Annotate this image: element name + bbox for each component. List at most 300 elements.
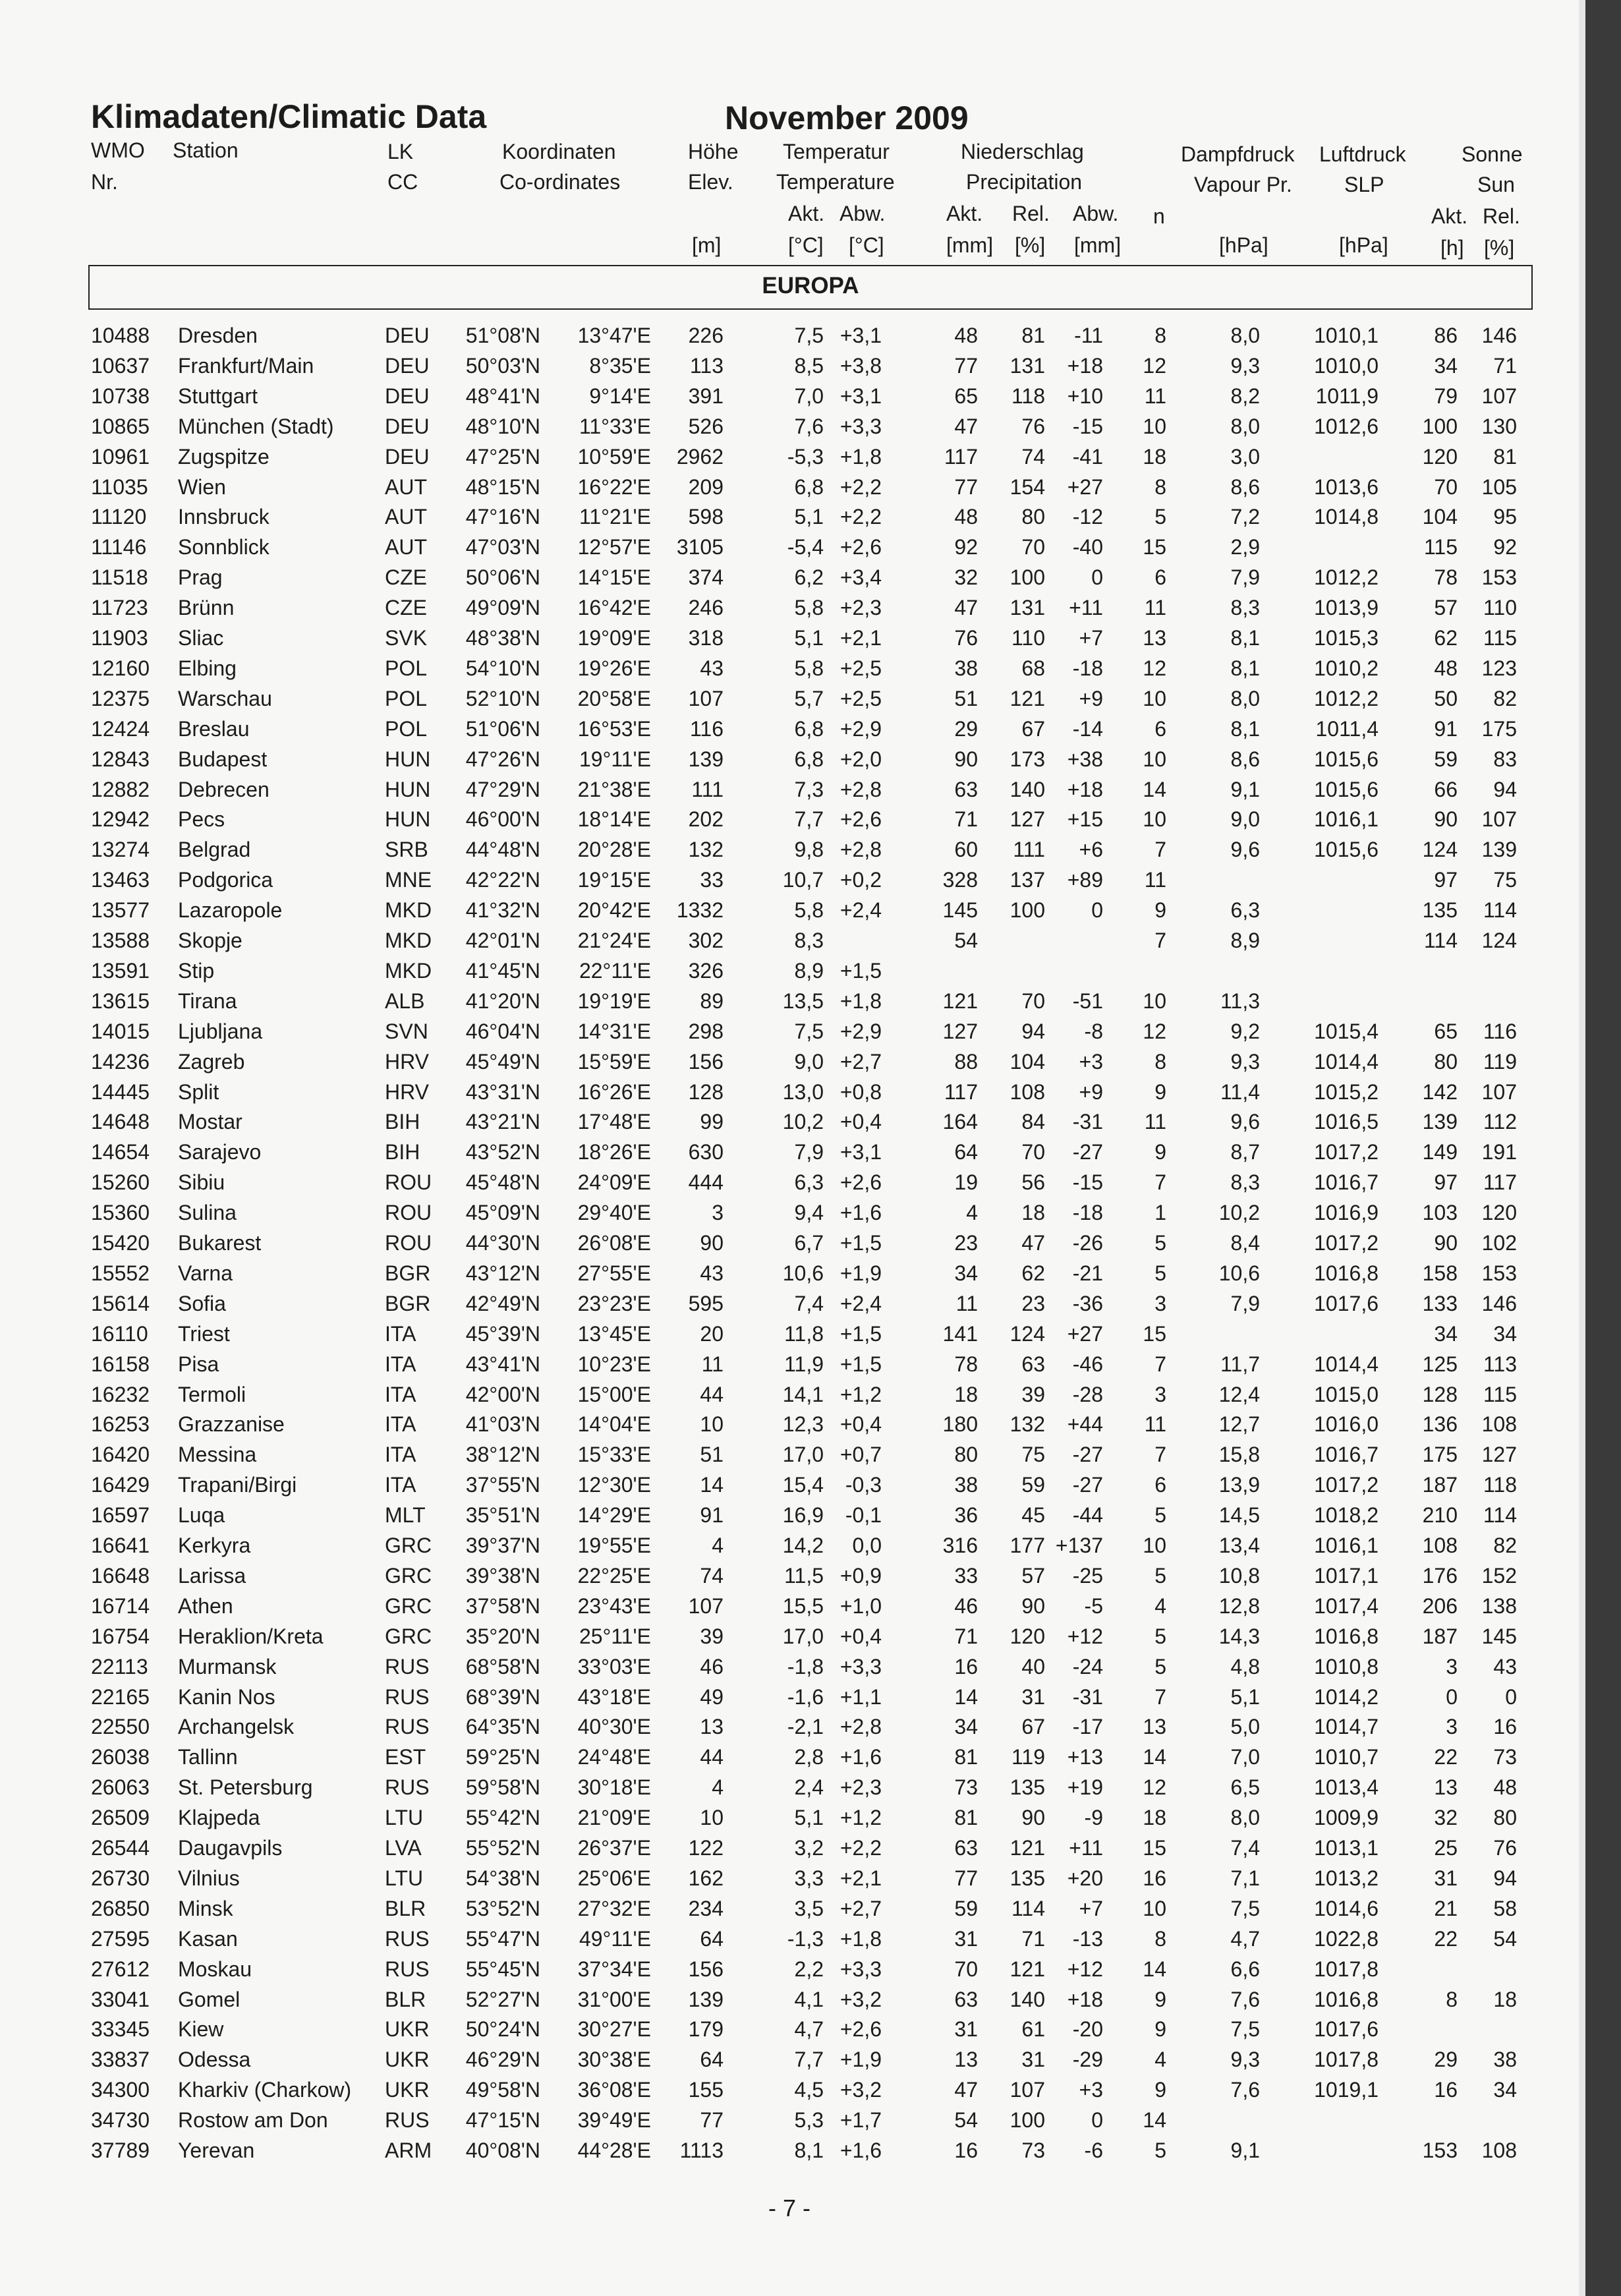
sun-pct-cell: 95 <box>1493 505 1517 529</box>
prec-n-cell: 13 <box>1143 626 1166 650</box>
table-row <box>0 1409 1579 1439</box>
longitude-cell: 39°49'E <box>577 2108 651 2132</box>
temp-akt-cell: 6,8 <box>794 717 824 741</box>
temp-akt-cell: 4,5 <box>794 2078 824 2102</box>
elevation-cell: 122 <box>688 1836 724 1860</box>
table-row <box>0 1530 1579 1561</box>
slp-cell: 1015,6 <box>1314 778 1379 801</box>
prec-n-cell: 10 <box>1143 687 1166 710</box>
station-cell: Moskau <box>178 1957 252 1981</box>
temp-abw-cell: +3,1 <box>839 324 882 347</box>
temp-akt-cell: 6,3 <box>794 1170 824 1194</box>
vapour-cell: 9,2 <box>1230 1019 1260 1043</box>
temp-abw-cell: +1,5 <box>839 1231 882 1255</box>
country-cell: POL <box>385 717 428 741</box>
sun-h-cell: 22 <box>1434 1745 1458 1769</box>
temp-akt-cell: 15,5 <box>782 1594 824 1618</box>
sun-pct-cell: 102 <box>1481 1231 1517 1255</box>
prec-rel-cell: 63 <box>1021 1352 1045 1376</box>
vapour-cell: 8,3 <box>1230 1170 1260 1194</box>
sun-pct-cell: 108 <box>1481 1412 1517 1436</box>
longitude-cell: 15°00'E <box>577 1383 651 1406</box>
temp-abw-cell: +1,8 <box>839 445 882 469</box>
prec-akt-cell: 47 <box>954 2078 978 2102</box>
elevation-cell: 4 <box>712 1534 724 1557</box>
prec-akt-cell: 81 <box>954 1745 978 1769</box>
wmo-cell: 14648 <box>91 1110 150 1134</box>
prec-abw-cell: +18 <box>1067 354 1103 378</box>
prec-rel-cell: 135 <box>1010 1775 1045 1799</box>
prec-n-cell: 7 <box>1154 1685 1166 1709</box>
sun-pct-cell: 139 <box>1481 838 1517 861</box>
country-cell: ALB <box>385 989 425 1013</box>
table-row <box>0 1197 1579 1228</box>
scanner-background <box>1585 0 1621 2296</box>
slp-cell: 1014,4 <box>1314 1352 1379 1376</box>
elevation-cell: 91 <box>700 1503 724 1527</box>
temp-abw-cell: +0,4 <box>839 1624 882 1648</box>
table-row <box>0 1319 1579 1349</box>
prec-n-cell: 18 <box>1143 445 1166 469</box>
table-row <box>0 2105 1579 2135</box>
header-nied-akt: Akt. <box>946 202 983 225</box>
wmo-cell: 26063 <box>91 1775 150 1799</box>
prec-abw-cell: +3 <box>1079 2078 1103 2102</box>
table-row <box>0 351 1579 381</box>
prec-rel-cell: 70 <box>1021 535 1045 559</box>
longitude-cell: 37°34'E <box>577 1957 651 1981</box>
slp-cell: 1010,2 <box>1314 656 1379 680</box>
wmo-cell: 37789 <box>91 2138 150 2162</box>
elevation-cell: 10 <box>700 1806 724 1829</box>
prec-rel-cell: 124 <box>1010 1322 1045 1346</box>
longitude-cell: 13°45'E <box>577 1322 651 1346</box>
wmo-cell: 16158 <box>91 1352 150 1376</box>
prec-rel-cell: 177 <box>1010 1534 1045 1557</box>
table-row <box>0 1379 1579 1410</box>
temp-akt-cell: 3,3 <box>794 1866 824 1890</box>
prec-n-cell: 10 <box>1143 415 1166 438</box>
temp-abw-cell: +2,6 <box>839 2017 882 2041</box>
slp-cell: 1015,6 <box>1314 838 1379 861</box>
country-cell: POL <box>385 687 428 710</box>
latitude-cell: 44°30'N <box>465 1231 540 1255</box>
sun-pct-cell: 119 <box>1483 1050 1517 1074</box>
country-cell: DEU <box>385 384 430 408</box>
elevation-cell: 156 <box>688 1050 724 1074</box>
header-lk: LK <box>387 140 414 163</box>
prec-n-cell: 14 <box>1143 2108 1166 2132</box>
table-row <box>0 1349 1579 1379</box>
header-precipitation: Precipitation <box>966 170 1083 194</box>
prec-abw-cell: -46 <box>1072 1352 1103 1376</box>
sun-pct-cell: 73 <box>1493 1745 1517 1769</box>
sun-pct-cell: 43 <box>1493 1655 1517 1679</box>
latitude-cell: 35°51'N <box>465 1503 540 1527</box>
longitude-cell: 21°24'E <box>577 929 651 952</box>
temp-abw-cell: +3,1 <box>839 384 882 408</box>
temp-abw-cell: +2,1 <box>839 1866 882 1890</box>
country-cell: HUN <box>385 807 431 831</box>
station-cell: Sonnblick <box>178 535 270 559</box>
elevation-cell: 10 <box>700 1412 724 1436</box>
section-box <box>88 265 1533 310</box>
prec-n-cell: 7 <box>1154 1443 1166 1466</box>
table-row <box>0 381 1579 411</box>
temp-akt-cell: 9,4 <box>794 1201 824 1224</box>
station-cell: Innsbruck <box>178 505 270 529</box>
country-cell: SRB <box>385 838 428 861</box>
elevation-cell: 598 <box>688 505 724 529</box>
longitude-cell: 12°30'E <box>577 1473 651 1497</box>
elevation-cell: 49 <box>700 1685 724 1709</box>
temp-abw-cell: +2,3 <box>839 596 882 619</box>
temp-abw-cell: +3,3 <box>839 1957 882 1981</box>
country-cell: RUS <box>385 1685 430 1709</box>
country-cell: DEU <box>385 445 430 469</box>
latitude-cell: 54°10'N <box>465 656 540 680</box>
temp-akt-cell: 5,3 <box>794 2108 824 2132</box>
prec-n-cell: 7 <box>1154 1352 1166 1376</box>
station-cell: Mostar <box>178 1110 242 1134</box>
header-nied-rel: Rel. <box>1012 202 1050 225</box>
sun-h-cell: 120 <box>1422 445 1458 469</box>
prec-rel-cell: 68 <box>1021 656 1045 680</box>
vapour-cell: 8,0 <box>1230 687 1260 710</box>
sun-pct-cell: 80 <box>1493 1806 1517 1829</box>
temp-abw-cell: +2,2 <box>839 475 882 499</box>
wmo-cell: 10961 <box>91 445 150 469</box>
elevation-cell: 139 <box>688 1988 724 2011</box>
wmo-cell: 34300 <box>91 2078 150 2102</box>
longitude-cell: 19°26'E <box>577 656 651 680</box>
vapour-cell: 6,3 <box>1230 898 1260 922</box>
sun-h-cell: 32 <box>1434 1806 1458 1829</box>
temp-akt-cell: -1,3 <box>787 1927 824 1951</box>
header-nied-unit-rel: [%] <box>1015 233 1046 257</box>
prec-abw-cell: -31 <box>1072 1110 1103 1134</box>
temp-abw-cell: +2,4 <box>839 898 882 922</box>
vapour-cell: 12,8 <box>1218 1594 1260 1618</box>
temp-akt-cell: 5,1 <box>794 626 824 650</box>
latitude-cell: 45°48'N <box>465 1170 540 1194</box>
latitude-cell: 42°01'N <box>465 929 540 952</box>
vapour-cell: 10,2 <box>1218 1201 1260 1224</box>
wmo-cell: 10738 <box>91 384 150 408</box>
country-cell: BLR <box>385 1897 426 1920</box>
header-nied-abw: Abw. <box>1073 202 1119 225</box>
header-coordinates: Co-ordinates <box>499 170 621 194</box>
temp-akt-cell: 2,2 <box>794 1957 824 1981</box>
prec-n-cell: 7 <box>1154 929 1166 952</box>
sun-pct-cell: 191 <box>1481 1140 1517 1164</box>
temp-akt-cell: 4,1 <box>794 1988 824 2011</box>
station-cell: Kiew <box>178 2017 224 2041</box>
prec-akt-cell: 77 <box>954 1866 978 1890</box>
prec-rel-cell: 173 <box>1010 747 1045 771</box>
sun-h-cell: 78 <box>1434 565 1458 589</box>
header-cc: CC <box>387 170 418 194</box>
prec-abw-cell: -28 <box>1072 1383 1103 1406</box>
longitude-cell: 11°21'E <box>579 505 651 529</box>
country-cell: MKD <box>385 898 432 922</box>
vapour-cell: 8,4 <box>1230 1231 1260 1255</box>
station-cell: Luqa <box>178 1503 225 1527</box>
elevation-cell: 374 <box>688 565 724 589</box>
sun-h-cell: 91 <box>1434 717 1458 741</box>
table-row <box>0 834 1579 865</box>
prec-n-cell: 15 <box>1143 1322 1166 1346</box>
longitude-cell: 15°59'E <box>577 1050 651 1074</box>
temp-abw-cell: +2,7 <box>839 1050 882 1074</box>
temp-abw-cell: +2,8 <box>839 1715 882 1738</box>
vapour-cell: 12,7 <box>1218 1412 1260 1436</box>
prec-rel-cell: 131 <box>1010 354 1045 378</box>
elevation-cell: 246 <box>688 596 724 619</box>
country-cell: GRC <box>385 1534 432 1557</box>
header-sun: Sun <box>1477 173 1515 196</box>
sun-h-cell: 16 <box>1434 2078 1458 2102</box>
longitude-cell: 44°28'E <box>577 2138 651 2162</box>
vapour-cell: 11,3 <box>1220 989 1260 1013</box>
wmo-cell: 10865 <box>91 415 150 438</box>
temp-akt-cell: -5,3 <box>787 445 824 469</box>
temp-akt-cell: 6,8 <box>794 475 824 499</box>
elevation-cell: 526 <box>688 415 724 438</box>
header-temp-akt: Akt. <box>788 202 825 225</box>
prec-rel-cell: 108 <box>1010 1080 1045 1104</box>
header-dampfdruck: Dampfdruck <box>1181 142 1295 166</box>
document-title: Klimadaten/Climatic Data <box>91 98 487 135</box>
temp-akt-cell: 7,5 <box>794 324 824 347</box>
vapour-cell: 13,9 <box>1218 1473 1260 1497</box>
prec-rel-cell: 154 <box>1010 475 1045 499</box>
temp-abw-cell: +1,2 <box>839 1383 882 1406</box>
temp-akt-cell: 6,2 <box>794 565 824 589</box>
temp-akt-cell: 10,2 <box>782 1110 824 1134</box>
temp-akt-cell: -2,1 <box>787 1715 824 1738</box>
elevation-cell: 107 <box>688 687 724 710</box>
country-cell: AUT <box>385 505 427 529</box>
prec-rel-cell: 61 <box>1021 2017 1045 2041</box>
station-cell: Sofia <box>178 1292 226 1315</box>
temp-akt-cell: -1,8 <box>787 1655 824 1679</box>
prec-akt-cell: 23 <box>954 1231 978 1255</box>
latitude-cell: 55°45'N <box>465 1957 540 1981</box>
table-row <box>0 502 1579 532</box>
wmo-cell: 16110 <box>91 1322 148 1346</box>
header-slp: SLP <box>1344 173 1384 196</box>
longitude-cell: 40°30'E <box>577 1715 651 1738</box>
prec-abw-cell: +19 <box>1067 1775 1103 1799</box>
wmo-cell: 16754 <box>91 1624 150 1648</box>
longitude-cell: 14°04'E <box>577 1412 651 1436</box>
longitude-cell: 10°23'E <box>577 1352 651 1376</box>
prec-akt-cell: 54 <box>954 2108 978 2132</box>
country-cell: AUT <box>385 535 427 559</box>
prec-akt-cell: 48 <box>954 505 978 529</box>
station-cell: Stuttgart <box>178 384 258 408</box>
table-row <box>0 714 1579 744</box>
elevation-cell: 226 <box>688 324 724 347</box>
temp-abw-cell: +3,3 <box>839 415 882 438</box>
prec-rel-cell: 137 <box>1010 868 1045 892</box>
slp-cell: 1018,2 <box>1314 1503 1379 1527</box>
prec-abw-cell: +11 <box>1069 1836 1103 1860</box>
temp-abw-cell: +2,4 <box>839 1292 882 1315</box>
prec-abw-cell: +89 <box>1067 868 1103 892</box>
sun-pct-cell: 38 <box>1493 2048 1517 2071</box>
prec-rel-cell: 121 <box>1010 1957 1045 1981</box>
wmo-cell: 33041 <box>91 1988 150 2011</box>
prec-abw-cell: -11 <box>1074 324 1103 347</box>
prec-rel-cell: 127 <box>1010 807 1045 831</box>
prec-akt-cell: 16 <box>954 2138 978 2162</box>
station-cell: Daugavpils <box>178 1836 283 1860</box>
elevation-cell: 13 <box>700 1715 724 1738</box>
prec-abw-cell: 0 <box>1091 898 1103 922</box>
sun-h-cell: 62 <box>1434 626 1458 650</box>
prec-akt-cell: 60 <box>954 838 978 861</box>
wmo-cell: 11903 <box>91 626 148 650</box>
prec-akt-cell: 11 <box>955 1292 978 1315</box>
longitude-cell: 27°55'E <box>577 1261 651 1285</box>
longitude-cell: 14°29'E <box>577 1503 651 1527</box>
sun-h-cell: 153 <box>1422 2138 1458 2162</box>
wmo-cell: 26544 <box>91 1836 150 1860</box>
country-cell: RUS <box>385 1715 430 1738</box>
prec-abw-cell: -31 <box>1072 1685 1103 1709</box>
slp-cell: 1017,8 <box>1314 2048 1379 2071</box>
table-row <box>0 2014 1579 2044</box>
longitude-cell: 12°57'E <box>577 535 651 559</box>
latitude-cell: 47°03'N <box>465 535 540 559</box>
longitude-cell: 14°31'E <box>577 1019 651 1043</box>
station-cell: Kerkyra <box>178 1534 251 1557</box>
station-cell: Podgorica <box>178 868 273 892</box>
elevation-cell: 391 <box>688 384 724 408</box>
prec-rel-cell: 56 <box>1021 1170 1045 1194</box>
prec-rel-cell: 140 <box>1010 1988 1045 2011</box>
longitude-cell: 20°28'E <box>577 838 651 861</box>
country-cell: ITA <box>385 1322 416 1346</box>
latitude-cell: 50°03'N <box>465 354 540 378</box>
prec-abw-cell: -17 <box>1072 1715 1103 1738</box>
sun-h-cell: 48 <box>1434 656 1458 680</box>
prec-abw-cell: +9 <box>1079 687 1103 710</box>
prec-akt-cell: 34 <box>954 1715 978 1738</box>
station-cell: Kharkiv (Charkow) <box>178 2078 352 2102</box>
header-temp-abw: Abw. <box>839 202 886 225</box>
prec-n-cell: 4 <box>1154 1594 1166 1618</box>
elevation-cell: 3 <box>712 1201 724 1224</box>
sun-pct-cell: 82 <box>1493 687 1517 710</box>
sun-pct-cell: 18 <box>1493 1988 1517 2011</box>
table-row <box>0 442 1579 472</box>
temp-akt-cell: 17,0 <box>782 1443 824 1466</box>
sun-h-cell: 50 <box>1434 687 1458 710</box>
station-cell: Elbing <box>178 656 237 680</box>
temp-akt-cell: 14,1 <box>782 1383 824 1406</box>
wmo-cell: 11518 <box>91 565 148 589</box>
temp-akt-cell: -5,4 <box>787 535 824 559</box>
prec-rel-cell: 67 <box>1021 717 1045 741</box>
vapour-cell: 9,6 <box>1230 838 1260 861</box>
prec-abw-cell: -13 <box>1072 1927 1103 1951</box>
temp-akt-cell: -1,6 <box>787 1685 824 1709</box>
country-cell: LTU <box>385 1866 424 1890</box>
prec-rel-cell: 39 <box>1021 1383 1045 1406</box>
longitude-cell: 19°09'E <box>577 626 651 650</box>
prec-n-cell: 12 <box>1143 656 1166 680</box>
latitude-cell: 47°16'N <box>465 505 540 529</box>
country-cell: BIH <box>385 1110 420 1134</box>
country-cell: HUN <box>385 778 431 801</box>
prec-rel-cell: 140 <box>1010 778 1045 801</box>
sun-pct-cell: 0 <box>1505 1685 1517 1709</box>
latitude-cell: 40°08'N <box>465 2138 540 2162</box>
prec-rel-cell: 59 <box>1021 1473 1045 1497</box>
vapour-cell: 7,5 <box>1230 1897 1260 1920</box>
station-cell: Athen <box>178 1594 233 1618</box>
prec-n-cell: 8 <box>1154 1050 1166 1074</box>
sun-pct-cell: 175 <box>1481 717 1517 741</box>
longitude-cell: 21°09'E <box>577 1806 651 1829</box>
temp-akt-cell: 2,4 <box>794 1775 824 1799</box>
prec-rel-cell: 104 <box>1010 1050 1045 1074</box>
slp-cell: 1015,4 <box>1314 1019 1379 1043</box>
longitude-cell: 16°42'E <box>577 596 651 619</box>
table-row <box>0 1621 1579 1651</box>
prec-akt-cell: 19 <box>954 1170 978 1194</box>
table-row <box>0 2044 1579 2075</box>
elevation-cell: 1113 <box>679 2138 724 2162</box>
temp-akt-cell: 13,0 <box>782 1080 824 1104</box>
prec-abw-cell: +9 <box>1079 1080 1103 1104</box>
sun-pct-cell: 146 <box>1481 1292 1517 1315</box>
wmo-cell: 13588 <box>91 929 150 952</box>
slp-cell: 1017,8 <box>1314 1957 1379 1981</box>
prec-abw-cell: +3 <box>1079 1050 1103 1074</box>
prec-abw-cell: -27 <box>1072 1443 1103 1466</box>
latitude-cell: 42°00'N <box>465 1383 540 1406</box>
table-row <box>0 1893 1579 1924</box>
sun-h-cell: 90 <box>1434 807 1458 831</box>
prec-abw-cell: +27 <box>1067 475 1103 499</box>
prec-akt-cell: 4 <box>966 1201 978 1224</box>
wmo-cell: 12882 <box>91 778 150 801</box>
prec-akt-cell: 34 <box>954 1261 978 1285</box>
sun-h-cell: 0 <box>1446 1685 1458 1709</box>
temp-akt-cell: 4,7 <box>794 2017 824 2041</box>
prec-akt-cell: 316 <box>942 1534 978 1557</box>
sun-pct-cell: 92 <box>1493 535 1517 559</box>
sun-h-cell: 86 <box>1434 324 1458 347</box>
temp-akt-cell: 6,8 <box>794 747 824 771</box>
prec-n-cell: 5 <box>1154 1564 1166 1588</box>
vapour-cell: 2,9 <box>1230 535 1260 559</box>
wmo-cell: 26038 <box>91 1745 150 1769</box>
prec-n-cell: 9 <box>1154 898 1166 922</box>
latitude-cell: 46°29'N <box>465 2048 540 2071</box>
sun-h-cell: 139 <box>1422 1110 1458 1134</box>
temp-akt-cell: 17,0 <box>782 1624 824 1648</box>
sun-pct-cell: 153 <box>1481 1261 1517 1285</box>
latitude-cell: 35°20'N <box>465 1624 540 1648</box>
longitude-cell: 22°25'E <box>577 1564 651 1588</box>
elevation-cell: 326 <box>688 959 724 983</box>
wmo-cell: 34730 <box>91 2108 150 2132</box>
